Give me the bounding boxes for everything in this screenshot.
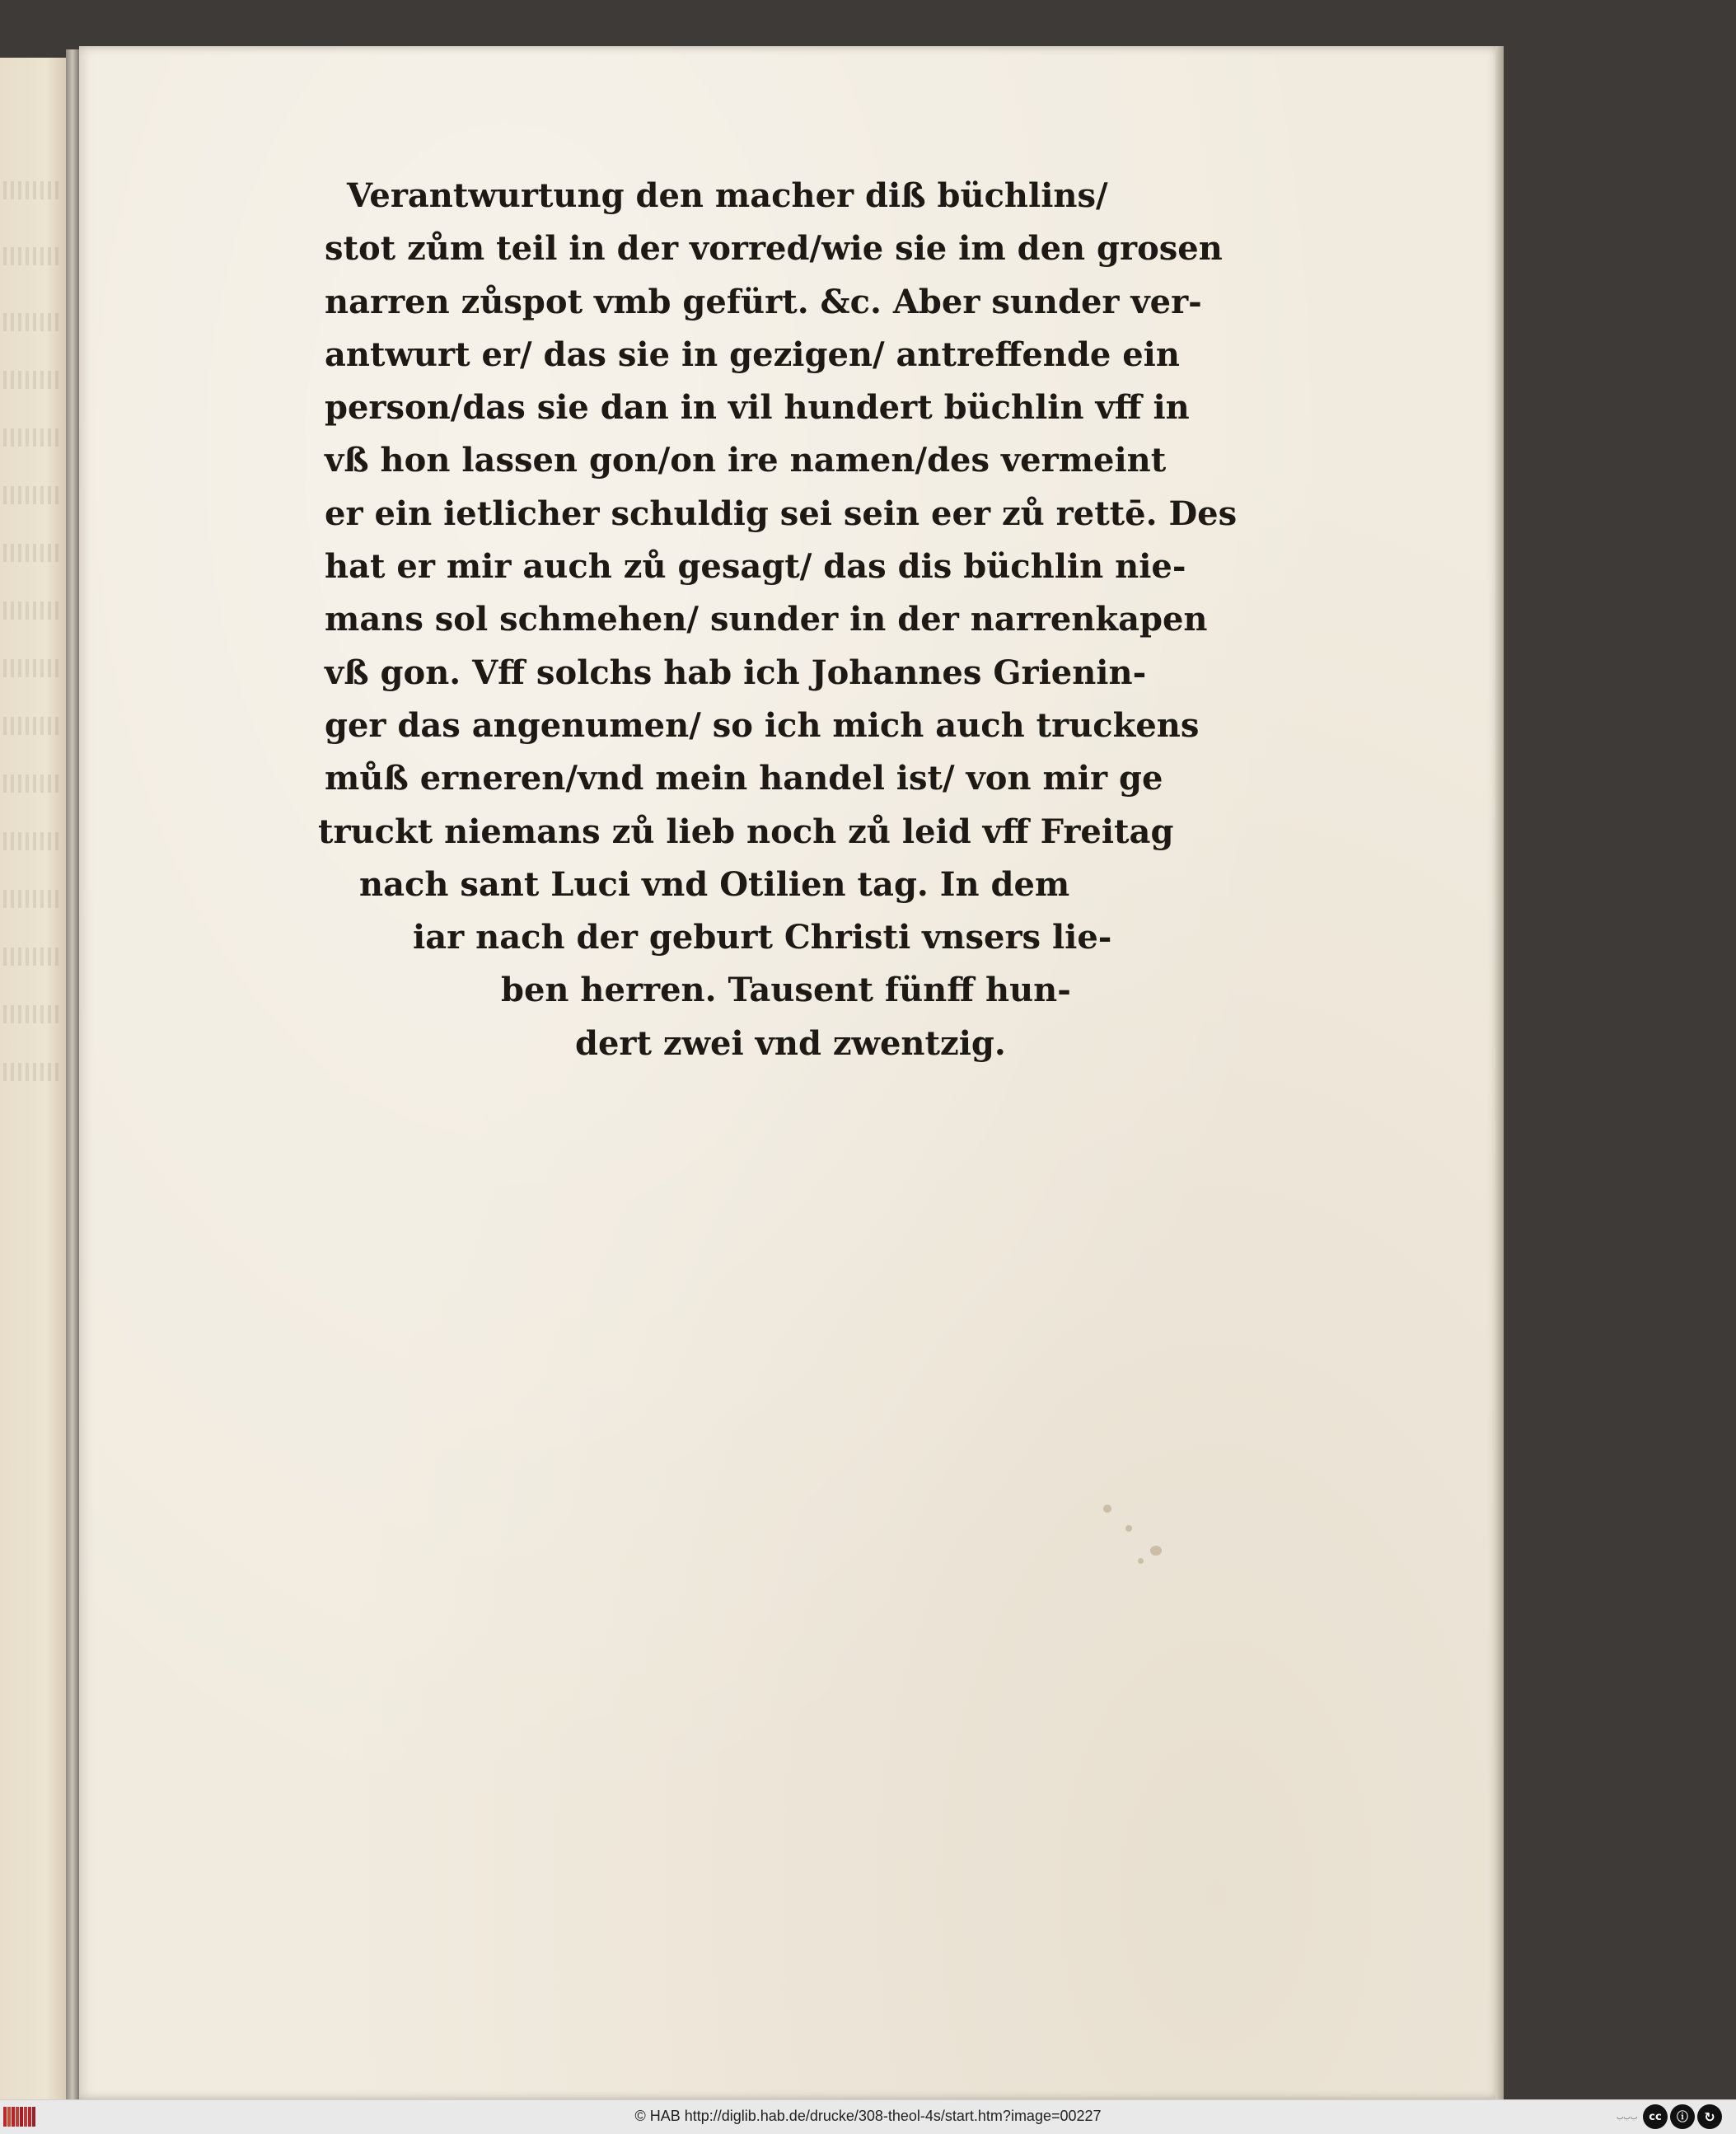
book-page	[79, 46, 1500, 2099]
sa-icon: ↻	[1697, 2104, 1722, 2129]
text-line: hat er mir auch zů gesagt/ das dis büchlin nie-	[325, 547, 1186, 587]
cc-license-badge[interactable]	[1643, 2104, 1722, 2129]
paper-stain	[1125, 1525, 1132, 1532]
text-line: dert zwei vnd zwentzig.	[575, 1023, 1006, 1063]
cc-icon: cc	[1643, 2104, 1668, 2129]
paper-stain	[1150, 1546, 1162, 1556]
page-edge-shadow	[1495, 46, 1504, 2099]
text-line: vß gon. Vff solchs hab ich Johannes Grienin-	[325, 653, 1147, 692]
text-line: ben herren. Tausent fünff hun-	[501, 971, 1071, 1010]
text-line: iar nach der geburt Christi vnsers lie-	[413, 918, 1112, 957]
viewer-footer	[0, 2099, 1736, 2134]
text-line: Verantwurtung den macher diß büchlins/	[347, 176, 1108, 215]
footer-small-mark: ﺏﺏﺏ	[1617, 2113, 1638, 2122]
copyright-url[interactable]: © HAB http://diglib.hab.de/drucke/308-theol-4s/start.htm?image=00227	[634, 2108, 1102, 2124]
text-line: narren zůspot vmb gefürt. &c. Aber sunder ver-	[325, 282, 1202, 321]
paper-stain	[1103, 1505, 1111, 1513]
colophon-text	[285, 170, 1241, 1070]
paper-stain	[1138, 1558, 1144, 1564]
text-line: truckt niemans zů lieb noch zů leid vff Freitag	[318, 812, 1174, 851]
previous-page-edge	[0, 58, 66, 2099]
text-line: můß erneren/vnd mein handel ist/ von mir ge	[325, 759, 1163, 798]
text-line: stot zům teil in der vorred/wie sie im den grosen	[325, 229, 1223, 269]
text-line: antwurt er/ das sie in gezigen/ antreffende ein	[325, 335, 1180, 374]
text-line: vß hon lassen gon/on ire namen/des vermeint	[325, 441, 1167, 480]
text-line: ger das angenumen/ so ich mich auch truckens	[325, 705, 1200, 745]
text-line: person/das sie dan in vil hundert büchlin vff in	[325, 388, 1190, 428]
text-line: mans sol schmehen/ sunder in der narrenkapen	[325, 600, 1208, 639]
text-line: nach sant Luci vnd Otilien tag. In dem	[359, 864, 1070, 904]
book-gutter	[66, 49, 79, 2099]
by-icon: ⓘ	[1670, 2104, 1695, 2129]
text-line: er ein ietlicher schuldig sei sein eer zů rettē. Des	[325, 494, 1238, 533]
